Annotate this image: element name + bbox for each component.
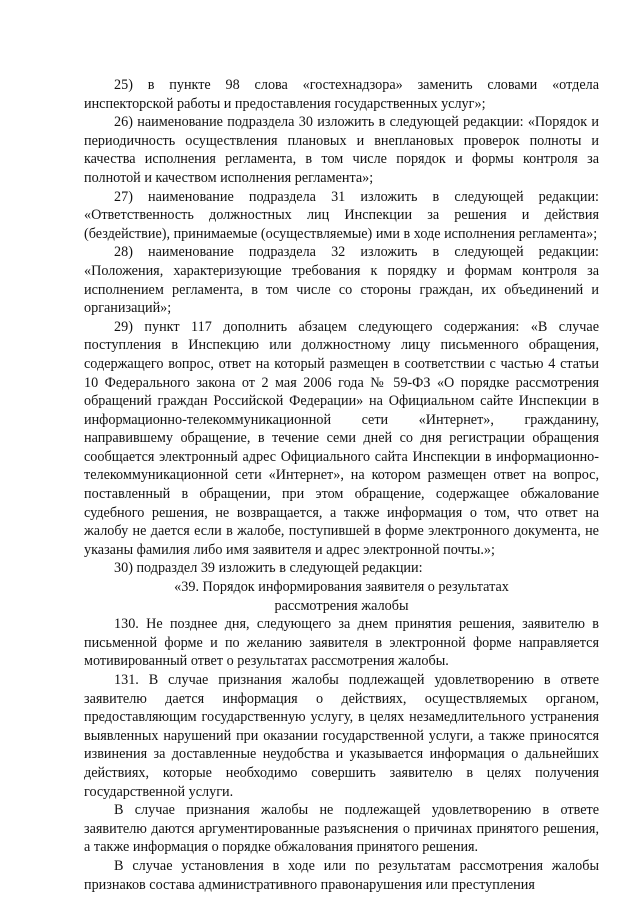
amendment-item-25: 25) в пункте 98 слова «гостехнадзора» заменить словами «отдела инспекторской работы и предоставления государственных услуг»; [84, 77, 599, 112]
section-heading-line-2: рассмотрения жалобы [274, 597, 409, 614]
amendment-item-30: 30) подраздел 39 изложить в следующей редакции: [114, 560, 423, 577]
amendment-item-28: 28) наименование подраздела 32 изложить в следующей редакции: «Положения, характеризующие требования к порядку и формам контроля за исполнением регламента, в том числе со стороны граждан, их объединений и организаций»; [84, 244, 599, 317]
amendment-item-27: 27) наименование подраздела 31 изложить в следующей редакции: «Ответственность должностных лиц Инспекции за решения и действия (бездействие), принимаемые (осуществляемые) ими в ходе исполнения регламента»; [84, 188, 599, 242]
section-heading-line-1: «39. Порядок информирования заявителя о результатах [174, 579, 509, 596]
section-paragraph-131: 131. В случае признания жалобы подлежащей удовлетворению в ответе заявителю дается информация о действиях, осуществляемых органом, предоставляющим государственную услугу, в целях незамедлительного устранения выявленных нарушений при оказании государственной услуги, а также приносятся извинения за доставленные неудобства и указывается информация о дальнейших действиях, которые необходимо совершить заявителю в целях получения государственной услуги. [84, 672, 599, 800]
section-heading [84, 578, 599, 615]
section-paragraph-130: 130. Не позднее дня, следующего за днем принятия решения, заявителю в письменной форме и по желанию заявителя в электронной форме направляется мотивированный ответ о результатах рассмотрения жалобы. [84, 616, 599, 670]
document-body [84, 76, 599, 894]
section-paragraph-offense: В случае установления в ходе или по результатам рассмотрения жалобы признаков состава административного правонарушения или преступления [84, 857, 599, 893]
amendment-item-29: 29) пункт 117 дополнить абзацем следующего содержания: «В случае поступления в Инспекцию или должностному лицу письменного обращения, содержащего вопрос, ответ на который размещен в соответствии с частью 4 статьи 10 Федерального закона от 2 мая 2006 года № 59-ФЗ «О порядке рассмотрения обращений граждан Российской Федерации» на Официальном сайте Инспекции в информационно-телекоммуникационной сети «Интернет», гражданину, направившему обращение, в течение семи дней со дня регистрации обращения сообщается электронный адрес Официального сайта Инспекции в информационно-телекоммуникационной сети «Интернет», на котором размещен ответ на вопрос, поставленный в обращении, при этом обращение, содержащее обжалование судебного решения, не возвращается, а также информация о том, что ответ на жалобу не дается если в жалобе, поступившей в форме электронного документа, не указаны фамилия либо имя заявителя и адрес электронной почты.»; [84, 318, 599, 558]
section-paragraph-rejection: В случае признания жалобы не подлежащей удовлетворению в ответе заявителю даются аргументированные разъяснения о причинах принятого решения, а также информация о порядке обжалования принятого решения. [84, 802, 599, 856]
amendment-item-26: 26) наименование подраздела 30 изложить в следующей редакции: «Порядок и периодичность осуществления плановых и внеплановых проверок полноты и качества исполнения регламента, в том числе порядок и формы контроля за полнотой и качеством исполнения регламента»; [84, 114, 599, 186]
